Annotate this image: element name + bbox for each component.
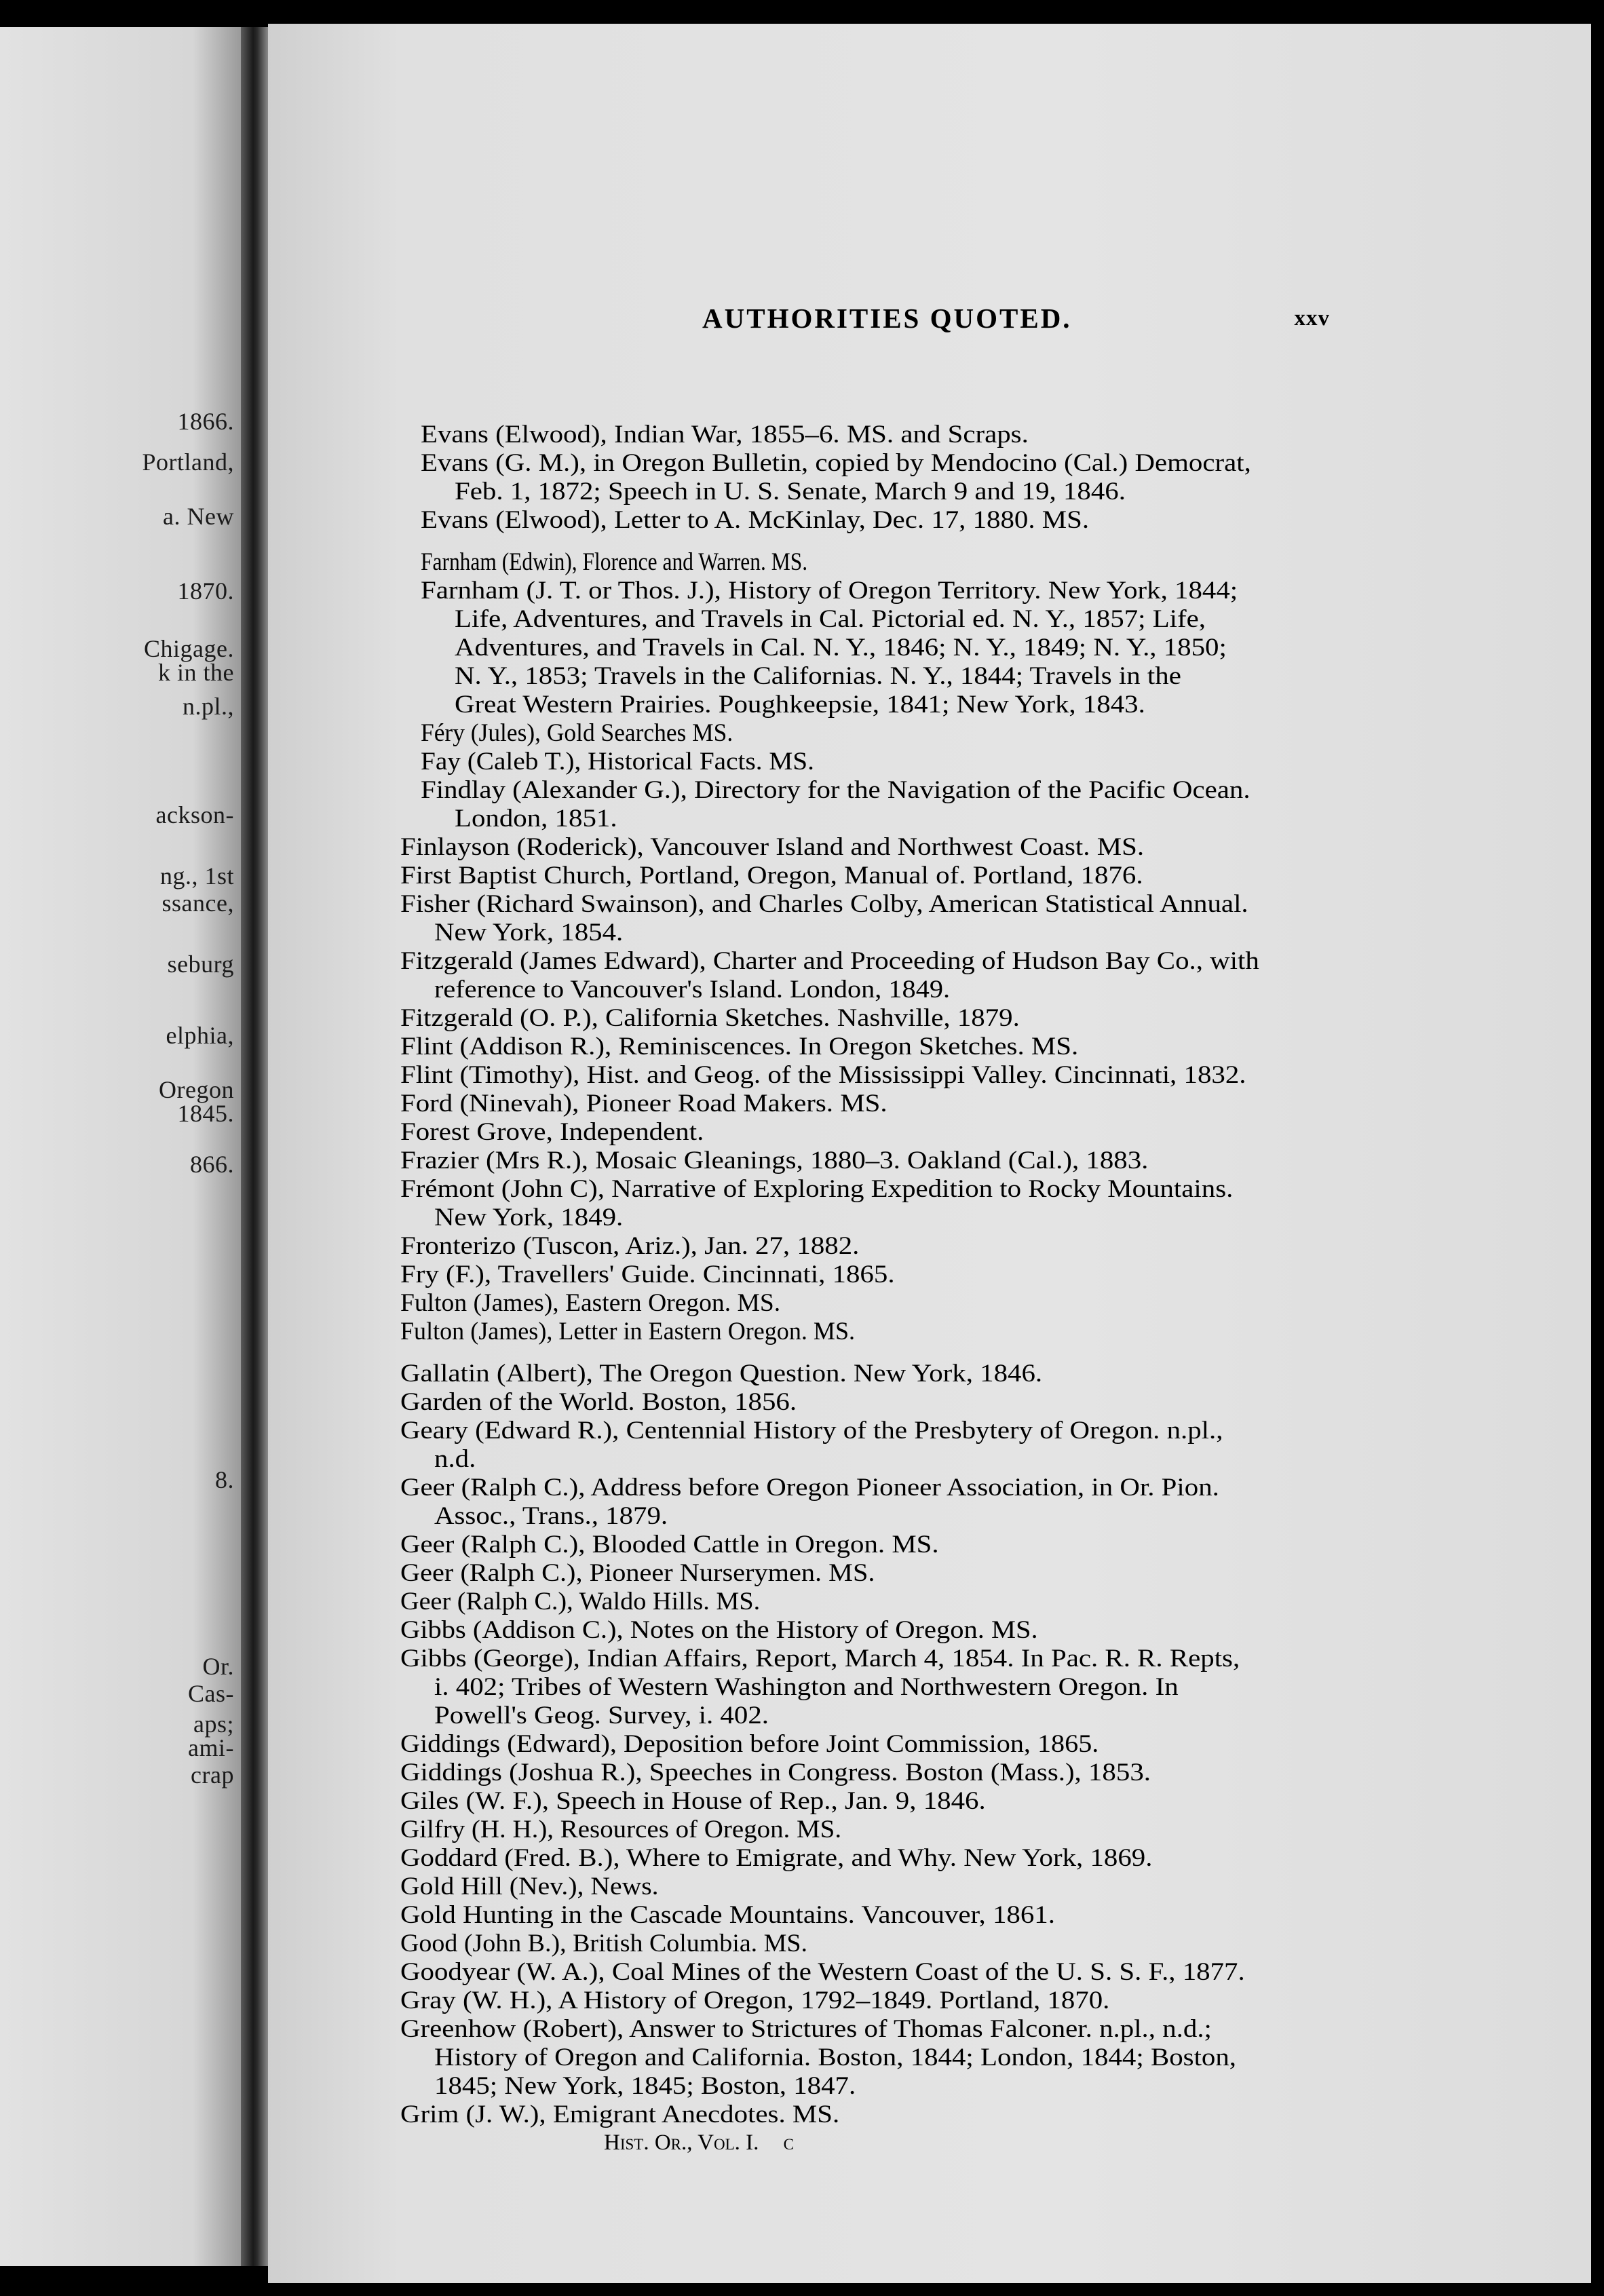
left-page-fragment: 1870. <box>177 577 234 605</box>
entry-line: Good (John B.), British Columbia. MS. <box>400 1929 808 1957</box>
entry-line: Greenhow (Robert), Answer to Strictures of Thomas Falconer. n.pl., n.d.; <box>400 2014 1212 2042</box>
left-page <box>0 27 241 2266</box>
entry-line: Flint (Addison R.), Reminiscences. In Oregon Sketches. MS. <box>400 1032 1079 1060</box>
left-page-fragment: Chigage. <box>144 635 234 662</box>
entry-line: Goddard (Fred. B.), Where to Emigrate, and Why. New York, 1869. <box>400 1843 1153 1871</box>
entry-line: Grim (J. W.), Emigrant Anecdotes. MS. <box>400 2100 840 2128</box>
entry-line: Geer (Ralph C.), Blooded Cattle in Oregon. MS. <box>400 1530 939 1558</box>
left-page-fragment: Or. <box>202 1653 234 1680</box>
entry-line: n.d. <box>434 1444 476 1472</box>
entry-line: reference to Vancouver's Island. London, 1849. <box>434 975 951 1003</box>
left-page-fragment: crap <box>191 1761 234 1788</box>
entry-line: Gallatin (Albert), The Oregon Question. New York, 1846. <box>400 1359 1043 1387</box>
entry-line: Finlayson (Roderick), Vancouver Island and Northwest Coast. MS. <box>400 833 1145 860</box>
entry-line: Frémont (John C), Narrative of Exploring Expedition to Rocky Mountains. <box>400 1174 1234 1202</box>
entry-line: Ford (Ninevah), Pioneer Road Makers. MS. <box>400 1089 887 1117</box>
left-page-fragment: elphia, <box>166 1022 234 1049</box>
left-page-fragment: 866. <box>190 1151 234 1178</box>
entry-line: Fulton (James), Letter in Eastern Oregon. MS. <box>400 1317 856 1345</box>
entry-line: Assoc., Trans., 1879. <box>434 1501 668 1529</box>
entry-line: Flint (Timothy), Hist. and Geog. of the Mississippi Valley. Cincinnati, 1832. <box>400 1060 1246 1088</box>
entry-line: Great Western Prairies. Poughkeepsie, 1841; New York, 1843. <box>455 690 1145 718</box>
left-page-fragment: Oregon <box>159 1076 234 1103</box>
entry-line: Gold Hunting in the Cascade Mountains. Vancouver, 1861. <box>400 1900 1055 1928</box>
left-page-fragment: seburg <box>167 951 234 978</box>
left-page-fragment: 1866. <box>177 408 234 435</box>
entry-line: Fisher (Richard Swainson), and Charles Colby, American Statistical Annual. <box>400 889 1248 917</box>
signature-mark: c <box>783 2130 794 2155</box>
entry-line: Evans (G. M.), in Oregon Bulletin, copied by Mendocino (Cal.) Democrat, <box>421 448 1251 476</box>
entry-line: Adventures, and Travels in Cal. N. Y., 1846; N. Y., 1849; N. Y., 1850; <box>455 633 1227 661</box>
entry-line: London, 1851. <box>455 804 617 832</box>
entry-line: Geer (Ralph C.), Pioneer Nurserymen. MS. <box>400 1558 875 1586</box>
running-head <box>438 302 1347 343</box>
entry-line: Frazier (Mrs R.), Mosaic Gleanings, 1880–3. Oakland (Cal.), 1883. <box>400 1146 1149 1174</box>
entry-line: History of Oregon and California. Boston, 1844; London, 1844; Boston, <box>434 2043 1237 2071</box>
left-page-fragment: 8. <box>215 1466 234 1493</box>
entry-line: Féry (Jules), Gold Searches MS. <box>421 719 733 746</box>
page-number: xxv <box>1294 306 1330 330</box>
entry-line: N. Y., 1853; Travels in the Californias. N. Y., 1844; Travels in the <box>455 662 1181 689</box>
entry-line: Fitzgerald (James Edward), Charter and Proceeding of Hudson Bay Co., with <box>400 946 1259 974</box>
entry-line: Gilfry (H. H.), Resources of Oregon. MS. <box>400 1815 842 1843</box>
entry-line: Fry (F.), Travellers' Guide. Cincinnati, 1865. <box>400 1260 895 1288</box>
entry-line: Findlay (Alexander G.), Directory for the Navigation of the Pacific Ocean. <box>421 776 1250 803</box>
entry-line: Forest Grove, Independent. <box>400 1117 704 1145</box>
entry-line: Evans (Elwood), Indian War, 1855–6. MS. and Scraps. <box>421 420 1029 448</box>
book-gutter <box>241 27 268 2266</box>
running-title: AUTHORITIES QUOTED. <box>702 303 1072 334</box>
entry-line: Fronterizo (Tuscon, Ariz.), Jan. 27, 1882. <box>400 1231 860 1259</box>
entry-line: Garden of the World. Boston, 1856. <box>400 1388 797 1415</box>
left-page-fragment: 1845. <box>177 1100 234 1127</box>
entry-line: Farnham (Edwin), Florence and Warren. MS. <box>421 548 808 575</box>
entry-line: Evans (Elwood), Letter to A. McKinlay, Dec. 17, 1880. MS. <box>421 505 1090 533</box>
left-page-fragment: Portland, <box>142 448 234 476</box>
left-page-fragment: ami- <box>188 1734 234 1761</box>
left-page-fragment: aps; <box>193 1710 234 1738</box>
entry-line: Gold Hill (Nev.), News. <box>400 1872 659 1900</box>
entry-line: Gray (W. H.), A History of Oregon, 1792–1849. Portland, 1870. <box>400 1986 1110 2014</box>
entry-line: Fitzgerald (O. P.), California Sketches. Nashville, 1879. <box>400 1003 1020 1031</box>
entry-line: Life, Adventures, and Travels in Cal. Pictorial ed. N. Y., 1857; Life, <box>455 605 1206 632</box>
left-page-fragment: n.pl., <box>182 693 234 720</box>
left-page-fragment: Cas- <box>188 1680 234 1707</box>
entry-line: Geary (Edward R.), Centennial History of the Presbytery of Oregon. n.pl., <box>400 1416 1223 1444</box>
left-page-fragment: ackson- <box>155 801 234 828</box>
entry-line: Powell's Geog. Survey, i. 402. <box>434 1701 769 1729</box>
entry-line: i. 402; Tribes of Western Washington and Northwestern Oregon. In <box>434 1672 1179 1700</box>
entry-line: Giddings (Edward), Deposition before Joint Commission, 1865. <box>400 1729 1099 1757</box>
footer-title: Hist. Or., Vol. I. <box>604 2130 759 2155</box>
entry-line: Giles (W. F.), Speech in House of Rep., Jan. 9, 1846. <box>400 1786 986 1814</box>
entry-line: Geer (Ralph C.), Address before Oregon Pioneer Association, in Or. Pion. <box>400 1473 1219 1501</box>
left-page-fragment: a. New <box>163 503 234 530</box>
entry-line: Fay (Caleb T.), Historical Facts. MS. <box>421 747 814 775</box>
entry-line: Giddings (Joshua R.), Speeches in Congress. Boston (Mass.), 1853. <box>400 1758 1151 1786</box>
entry-line: New York, 1854. <box>434 918 624 946</box>
entry-line: Geer (Ralph C.), Waldo Hills. MS. <box>400 1587 761 1615</box>
left-page-fragment: ssance, <box>161 889 234 917</box>
entry-line: Gibbs (George), Indian Affairs, Report, March 4, 1854. In Pac. R. R. Repts, <box>400 1644 1240 1672</box>
entry-line: New York, 1849. <box>434 1203 624 1231</box>
entry-line: 1845; New York, 1845; Boston, 1847. <box>434 2071 856 2099</box>
entry-line: Gibbs (Addison C.), Notes on the History of Oregon. MS. <box>400 1615 1038 1643</box>
entry-line: First Baptist Church, Portland, Oregon, Manual of. Portland, 1876. <box>400 861 1143 889</box>
entry-line: Feb. 1, 1872; Speech in U. S. Senate, March 9 and 19, 1846. <box>455 477 1126 505</box>
entry-line: Fulton (James), Eastern Oregon. MS. <box>400 1288 781 1316</box>
left-page-fragment: k in the <box>158 659 234 686</box>
entry-line: Goodyear (W. A.), Coal Mines of the Western Coast of the U. S. S. F., 1877. <box>400 1957 1245 1985</box>
page-footer <box>604 2130 794 2156</box>
entry-line: Farnham (J. T. or Thos. J.), History of Oregon Territory. New York, 1844; <box>421 576 1238 604</box>
left-page-fragment: ng., 1st <box>159 862 234 889</box>
